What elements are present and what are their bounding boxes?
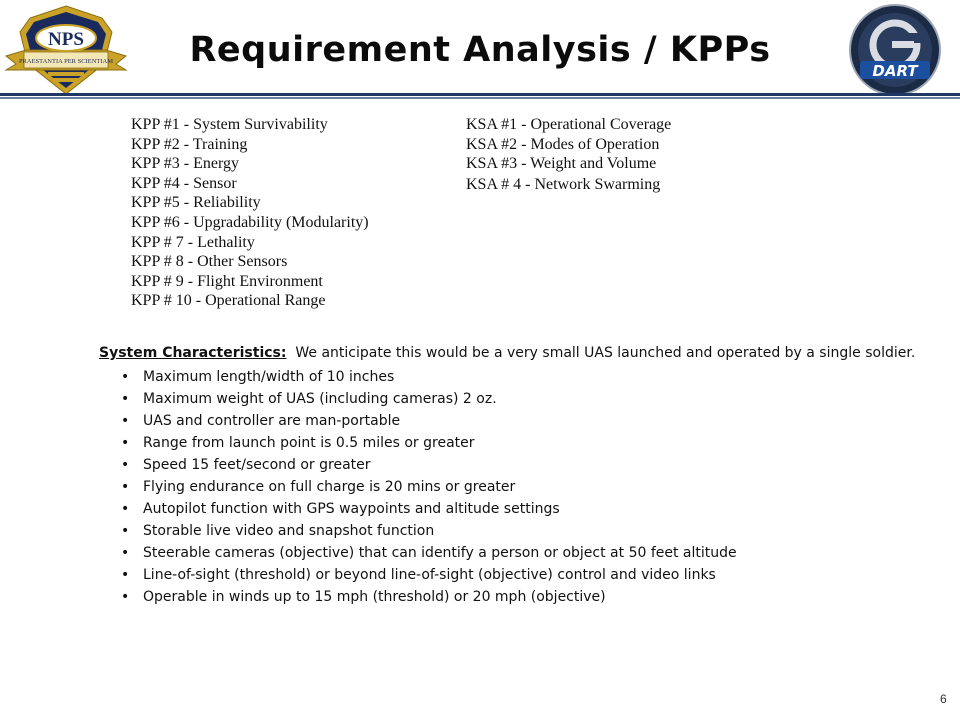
bullet-icon: • [121,501,130,517]
kpp-item: KPP # 10 - Operational Range [131,292,326,310]
bullet-icon: • [121,391,130,407]
characteristics-list [99,366,939,608]
header-divider [0,93,960,96]
kpp-list [131,115,369,311]
nps-logo-text: NPS [48,29,84,50]
system-characteristics-label: System Characteristics: [99,345,287,361]
ksa-item: KSA #3 - Weight and Volume [466,155,657,173]
kpp-item: KPP #4 - Sensor [131,174,237,192]
list-item: • Storable live video and snapshot function [99,520,939,542]
bullet-icon: • [121,523,130,539]
list-item: • Line-of-sight (threshold) or beyond line-of-sight (objective) control and video links [99,564,939,586]
bullet-icon: • [121,413,130,429]
system-characteristics-intro: We anticipate this would be a very small UAS launched and operated by a single soldier. [295,345,916,361]
list-item: • Maximum length/width of 10 inches [99,366,939,388]
ksa-item: KSA #2 - Modes of Operation [466,135,660,153]
list-item: • Range from launch point is 0.5 miles or greater [99,432,939,454]
bullet-icon: • [121,435,130,451]
bullet-icon: • [121,457,130,473]
header-divider-secondary [0,97,960,99]
list-item: • Flying endurance on full charge is 20 mins or greater [99,476,939,498]
bullet-icon: • [121,589,130,605]
slide-title: Requirement Analysis / KPPs [189,30,771,70]
kpp-item: KPP # 7 - Lethality [131,233,255,251]
list-item: • Operable in winds up to 15 mph (threshold) or 20 mph (objective) [99,586,939,608]
kpp-item: KPP #1 - System Survivability [131,116,328,133]
nps-motto-text: PRAESTANTIA PER SCIENTIAM [18,58,114,65]
ksa-item: KSA #1 - Operational Coverage [466,116,672,133]
kpp-item: KPP #6 - Upgradability (Modularity) [131,213,369,231]
list-item: • UAS and controller are man-portable [99,410,939,432]
list-item: • Speed 15 feet/second or greater [99,454,939,476]
list-item: • Autopilot function with GPS waypoints and altitude settings [99,498,939,520]
kpp-item: KPP # 8 - Other Sensors [131,253,288,271]
bullet-icon: • [121,567,130,583]
list-item: • Steerable cameras (objective) that can identify a person or object at 50 feet altitude [99,542,939,564]
system-characteristics-heading [99,345,939,361]
kpp-item: KPP #2 - Training [131,135,248,153]
kpp-item: KPP #3 - Energy [131,155,239,173]
kpp-item: KPP #5 - Reliability [131,194,261,212]
slide-header [0,0,960,100]
dart-badge-logo [848,3,942,97]
bullet-icon: • [121,369,130,385]
list-item: • Maximum weight of UAS (including cameras) 2 oz. [99,388,939,410]
system-characteristics-section [99,345,939,608]
page-number: 6 [940,692,947,706]
dart-logo-text: DART [872,62,918,80]
ksa-list [466,115,671,194]
bullet-icon: • [121,545,130,561]
kpp-item: KPP # 9 - Flight Environment [131,272,323,290]
ksa-item: KSA # 4 - Network Swarming [466,175,661,193]
bullet-icon: • [121,479,130,495]
